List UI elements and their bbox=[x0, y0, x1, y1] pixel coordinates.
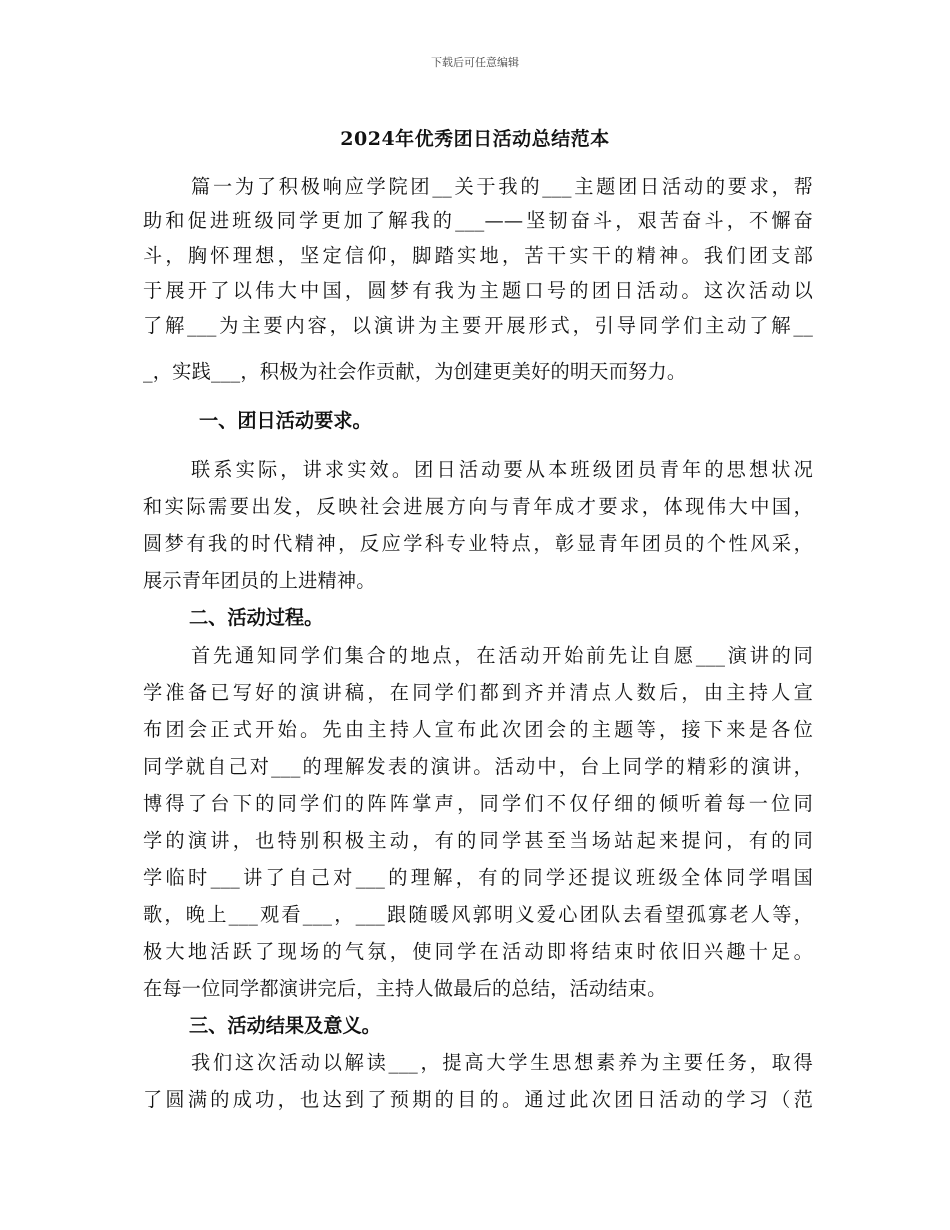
paragraph-line: 同学就自己对___的理解发表的演讲。活动中，台上同学的精彩的演讲， bbox=[143, 755, 813, 778]
paragraph-line: 学临时___讲了自己对___的理解，有的同学还提议班级全体同学唱国 bbox=[143, 866, 813, 889]
intro-line: 篇一为了积极响应学院团__关于我的___主题团日活动的要求，帮 bbox=[191, 175, 813, 198]
intro-line: 助和促进班级同学更加了解我的___——坚韧奋斗，艰苦奋斗，不懈奋 bbox=[143, 209, 813, 232]
paragraph-line: 联系实际，讲求实效。团日活动要从本班级团员青年的思想状况 bbox=[191, 458, 813, 481]
paragraph-line: 了圆满的成功，也达到了预期的目的。通过此次团日活动的学习（范 bbox=[143, 1088, 813, 1111]
section-heading-process: 二、活动过程。 bbox=[189, 606, 324, 629]
intro-line: 于展开了以伟大中国，圆梦有我为主题口号的团日活动。这次活动以 bbox=[143, 279, 813, 302]
paragraph-line: 我们这次活动以解读___，提高大学生思想素养为主要任务，取得 bbox=[191, 1051, 813, 1074]
paragraph-line: 首先通知同学们集合的地点，在活动开始前先让自愿___演讲的同 bbox=[191, 644, 813, 667]
paragraph-line: 学准备已写好的演讲稿，在同学们都到齐并清点人数后，由主持人宣 bbox=[143, 681, 813, 704]
intro-line: _，实践___，积极为社会作贡献，为创建更美好的明天而努力。 bbox=[143, 360, 687, 383]
header-note: 下载后可任意编辑 bbox=[431, 56, 519, 69]
paragraph-line: 展示青年团员的上进精神。 bbox=[143, 569, 376, 592]
paragraph-line: 博得了台下的同学们的阵阵掌声，同学们不仅仔细的倾听着每一位同 bbox=[143, 792, 813, 815]
paragraph-line: 布团会正式开始。先由主持人宣布此次团会的主题等，接下来是各位 bbox=[143, 718, 813, 741]
paragraph-line: 学的演讲，也特别积极主动，有的同学甚至当场站起来提问，有的同 bbox=[143, 829, 813, 852]
intro-line: 斗，胸怀理想，坚定信仰，脚踏实地，苦干实干的精神。我们团支部 bbox=[143, 244, 813, 267]
section-heading-requirements: 一、团日活动要求。 bbox=[199, 409, 372, 432]
section-heading-results: 三、活动结果及意义。 bbox=[189, 1014, 381, 1037]
paragraph-line: 和实际需要出发，反映社会进展方向与青年成才要求，体现伟大中国， bbox=[143, 495, 813, 518]
paragraph-line: 歌，晚上___观看___，___跟随暖风郭明义爱心团队去看望孤寡老人等， bbox=[143, 903, 813, 926]
intro-line: 了解___为主要内容，以演讲为主要开展形式，引导同学们主动了解__ bbox=[143, 314, 813, 337]
paragraph-line: 圆梦有我的时代精神，反应学科专业特点，彰显青年团员的个性风采， bbox=[143, 532, 813, 555]
document-title: 2024年优秀团日活动总结范本 bbox=[340, 128, 610, 150]
paragraph-line: 极大地活跃了现场的气氛，使同学在活动即将结束时依旧兴趣十足。 bbox=[143, 940, 813, 963]
paragraph-line: 在每一位同学都演讲完后，主持人做最后的总结，活动结束。 bbox=[143, 977, 667, 1000]
